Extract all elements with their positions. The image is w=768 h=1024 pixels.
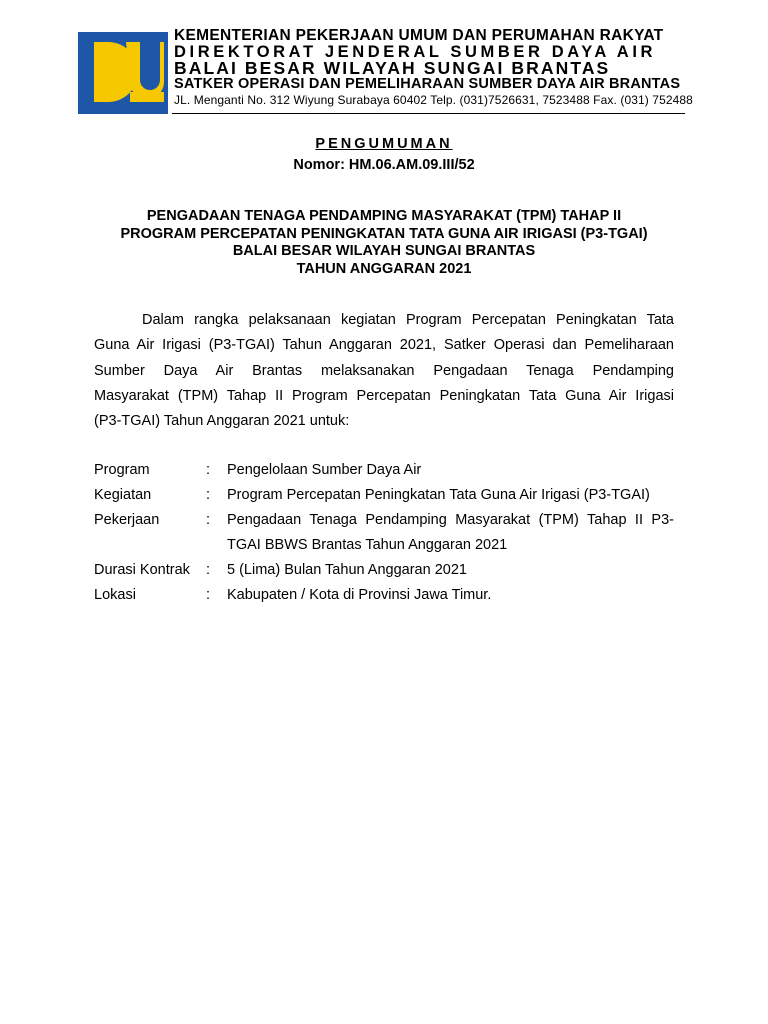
ministry-name: KEMENTERIAN PEKERJAAN UMUM DAN PERUMAHAN RAKYAT [174, 27, 664, 44]
detail-label: Pekerjaan [94, 512, 160, 528]
subject-line: BALAI BESAR WILAYAH SUNGAI BRANTAS [232, 243, 536, 259]
detail-value: Kabupaten / Kota di Provinsi Jawa Timur. [227, 587, 492, 603]
document-title: PENGUMUMAN [315, 136, 453, 152]
detail-value: Pengelolaan Sumber Daya Air [227, 462, 422, 478]
subject-line: PENGADAAN TENAGA PENDAMPING MASYARAKAT (TPM) TAHAP II [146, 208, 622, 224]
detail-colon: : [206, 587, 211, 603]
detail-value: Pengadaan Tenaga Pendamping Masyarakat (TPM) Tahap II P3-TGAI BBWS Brantas Tahun Anggaran 2021 [227, 512, 674, 553]
letterhead-divider [172, 113, 685, 114]
detail-row-program [94, 458, 674, 483]
subject-line: PROGRAM PERCEPATAN PENINGKATAN TATA GUNA AIR IRIGASI (P3-TGAI) [120, 225, 648, 242]
subject-heading [0, 208, 768, 278]
subject-line: TAHUN ANGGARAN 2021 [296, 260, 472, 277]
letterhead [78, 27, 693, 116]
detail-row-durasi [94, 558, 674, 583]
detail-row-pekerjaan [94, 508, 674, 558]
detail-colon: : [206, 487, 211, 503]
paragraph-line: Dalam rangka pelaksanaan kegiatan Program Percepatan Peningkatan Tata [142, 312, 674, 328]
detail-label: Kegiatan [94, 487, 152, 503]
detail-label: Durasi Kontrak [94, 562, 190, 578]
paragraph-line: Guna Air Irigasi (P3-TGAI) Tahun Anggaran 2021, Satker Operasi dan Pemeliharaan [94, 337, 674, 354]
paragraph-line: Sumber Daya Air Brantas melaksanakan Pengadaan Tenaga Pendamping [94, 362, 674, 379]
directorate-name: DIREKTORAT JENDERAL SUMBER DAYA AIR [174, 43, 657, 61]
office-name: BALAI BESAR WILAYAH SUNGAI BRANTAS [174, 58, 611, 78]
detail-value: 5 (Lima) Bulan Tahun Anggaran 2021 [227, 562, 467, 578]
detail-label: Program [94, 462, 150, 478]
detail-label: Lokasi [94, 587, 136, 603]
details-list [94, 458, 674, 608]
detail-value: Program Percepatan Peningkatan Tata Guna Air Irigasi (P3-TGAI) [227, 487, 650, 503]
document-number: Nomor: HM.06.AM.09.III/52 [293, 157, 475, 173]
body-paragraph [94, 308, 674, 434]
address-line: JL. Menganti No. 312 Wiyung Surabaya 60402 Telp. (031)7526631, 7523488 Fax. (031) 752488 [174, 93, 693, 107]
detail-row-kegiatan [94, 483, 674, 508]
pupr-logo-icon [78, 32, 168, 114]
paragraph-line: Masyarakat (TPM) Tahap II Program Percepatan Peningkatan Tata Guna Air Irigasi [94, 387, 674, 404]
detail-row-lokasi [94, 583, 674, 608]
letterhead-text [174, 27, 693, 108]
detail-colon: : [206, 512, 211, 528]
detail-colon: : [206, 462, 211, 478]
detail-colon: : [206, 562, 211, 578]
satker-name: SATKER OPERASI DAN PEMELIHARAAN SUMBER DAYA AIR BRANTAS [174, 76, 681, 92]
paragraph-line: (P3-TGAI) Tahun Anggaran 2021 untuk: [94, 413, 350, 430]
